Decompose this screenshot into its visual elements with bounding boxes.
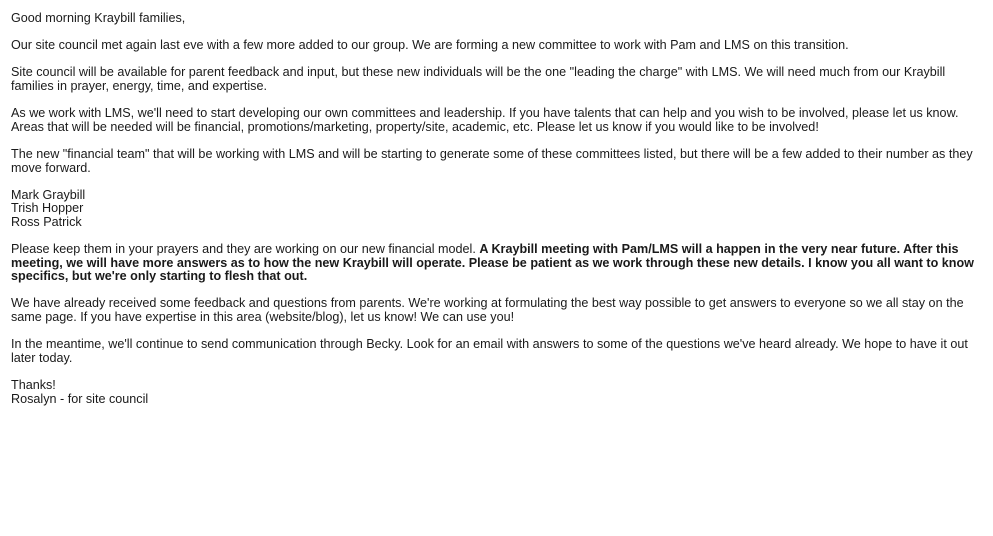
- name-item: Mark Graybill: [11, 187, 86, 202]
- meeting-announcement: A Kraybill meeting with Pam/LMS will a happen in the very near future. After this meeting, we will have more answers as to how the new Kraybill will operate. Please be patient as we work through these new details. I know you all want to know specifics, but we're only starting to flesh that out.: [11, 242, 974, 284]
- greeting: Good morning Kraybill families,: [11, 11, 186, 25]
- paragraph-prayers-meeting: [11, 243, 987, 284]
- paragraph-committee: Our site council met again last eve with a few more added to our group. We are forming a new committee to work with Pam and LMS on this transition.: [11, 38, 849, 53]
- paragraph-communication: In the meantime, we'll continue to send communication through Becky. Look for an email with answers to some of the questions we've heard already. We hope to have it out later today.: [11, 337, 968, 365]
- paragraph-financial-team: The new "financial team" that will be working with LMS and will be starting to generate some of these committees listed, but there will be a few added to their number as they move forward.: [11, 146, 973, 175]
- names-list: [11, 189, 987, 230]
- signature: Rosalyn - for site council: [11, 391, 149, 406]
- prayers-text: Please keep them in your prayers and they are working on our new financial model.: [11, 242, 480, 257]
- paragraph-feedback: We have already received some feedback and questions from parents. We're working at formulating the best way possible to get answers to everyone so we all stay on the same page. If you have expertise in this area (website/blog), let us know! We can use you!: [11, 296, 964, 325]
- paragraph-committees-leadership: As we work with LMS, we'll need to start developing our own committees and leadership. If you have talents that can help and you wish to be involved, please let us know. Areas that will be needed will be financial, promotions/marketing, property/site, academic, etc. Please let us know if you would like to be involved!: [11, 106, 959, 134]
- paragraph-site-council: Site council will be available for parent feedback and input, but these new individuals will be the one "leading the charge" with LMS. We will need much from our Kraybill families in prayer, energy, time, and expertise.: [11, 65, 946, 93]
- signoff: [11, 379, 987, 406]
- closing: Thanks!: [11, 378, 56, 393]
- email-body: [11, 12, 987, 420]
- name-item: Trish Hopper: [11, 201, 84, 216]
- name-item: Ross Patrick: [11, 214, 82, 229]
